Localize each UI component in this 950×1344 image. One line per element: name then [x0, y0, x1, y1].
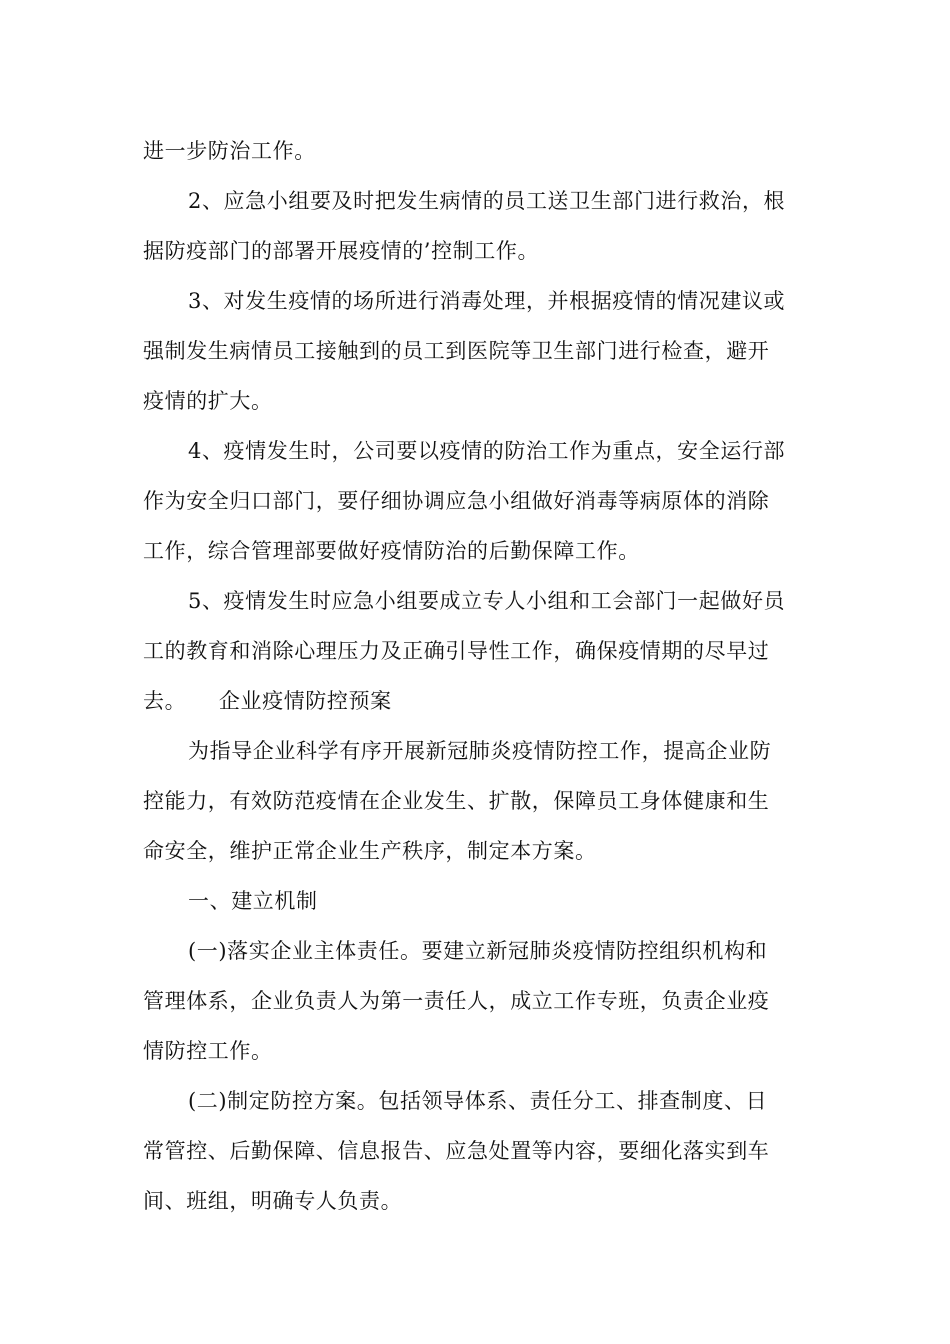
paragraph-line: (一)落实企业主体责任。要建立新冠肺炎疫情防控组织机构和: [188, 939, 768, 963]
paragraph-line: 5、疫情发生时应急小组要成立专人小组和工会部门一起做好员: [188, 589, 786, 613]
section-heading: 一、建立机制: [188, 889, 318, 913]
text-line: 间、班组，明确专人负责。: [143, 1189, 403, 1213]
text-line: 工的教育和消除心理压力及正确引导性工作，确保疫情期的尽早过: [143, 639, 770, 663]
section-title-line: 去。 企业疫情防控预案: [143, 689, 392, 713]
text-line: 据防疫部门的部署开展疫情的’控制工作。: [143, 239, 540, 263]
paragraph-line: (二)制定防控方案。包括领导体系、责任分工、排查制度、日: [188, 1089, 768, 1113]
text-line: 进一步防治工作。: [143, 139, 316, 163]
text-line: 作为安全归口部门，要仔细协调应急小组做好消毒等病原体的消除: [143, 489, 770, 513]
paragraph-line: 4、疫情发生时，公司要以疫情的防治工作为重点，安全运行部: [188, 439, 786, 463]
text-line: 强制发生病情员工接触到的员工到医院等卫生部门进行检查，避开: [143, 339, 770, 363]
text-line: 工作，综合管理部要做好疫情防治的后勤保障工作。: [143, 539, 640, 563]
text-line: 疫情的扩大。: [143, 389, 273, 413]
paragraph-line: 2、应急小组要及时把发生病情的员工送卫生部门进行救治，根: [188, 189, 786, 213]
paragraph-line: 为指导企业科学有序开展新冠肺炎疫情防控工作，提高企业防: [188, 739, 772, 763]
text-line: 情防控工作。: [143, 1039, 273, 1063]
text-line: 常管控、后勤保障、信息报告、应急处置等内容，要细化落实到车: [143, 1139, 770, 1163]
text-line: 控能力，有效防范疫情在企业发生、扩散，保障员工身体健康和生: [143, 789, 770, 813]
text-line: 命安全，维护正常企业生产秩序，制定本方案。: [143, 839, 597, 863]
text-line: 管理体系，企业负责人为第一责任人，成立工作专班，负责企业疫: [143, 989, 770, 1013]
paragraph-line: 3、对发生疫情的场所进行消毒处理，并根据疫情的情况建议或: [188, 289, 786, 313]
